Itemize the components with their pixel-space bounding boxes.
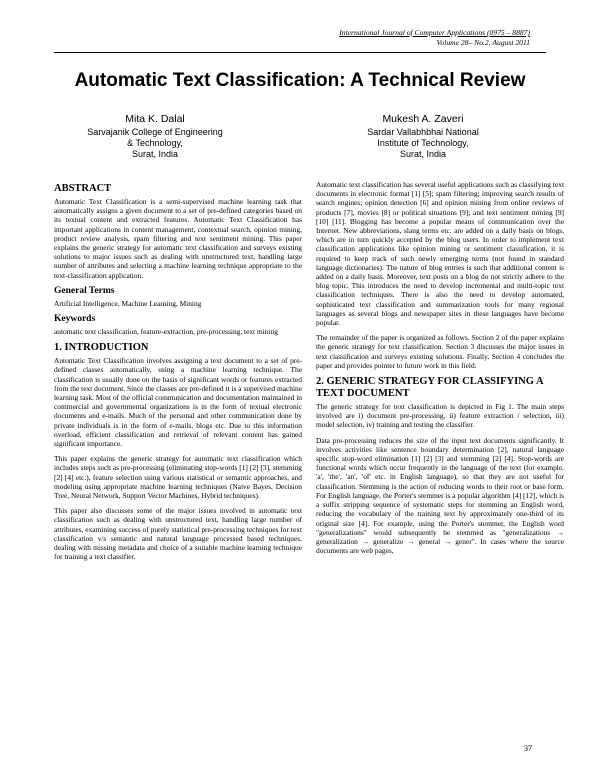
body-paragraph: Automatic text classification has several useful applications such as classifying text documents in electronic format [1] [5]; spam filtering; improving search results of search engines; opinion detection [6] and opinion mining from online reviews of products [7], movies [8] or political situations [9]; and text sentiment mining [9] [10] [11]. Blogging has become a popular means of communication over the Internet. New abbreviations, slang terms etc. are added on a daily basis on blogs, which are in turn quickly accepted by the blog users. In order to implement text classification applications like opinion mining or sentiment classification, it is required to keep track of such newly emerging terms (not found in standard language dictionaries). The nature of blog entries is such that additional content is added on a daily basis. Moreover, text posts on a blog do not strictly adhere to the blog topic. This introduces the need to develop incremental and multi-topic text classification techniques. There is also the need to develop automated, sophisticated text classification and summarization tools for many regional languages as several blogs and newspaper sites in these languages have become popular. (316, 180, 564, 328)
running-header (339, 28, 530, 48)
author-location: Surat, India (399, 149, 447, 159)
author-location: Surat, India (131, 149, 179, 159)
introduction-paragraph: Automatic Text Classification involves assigning a text document to a set of pre-defined classes automatically, using a machine learning technique. The classification is usually done on the basis of significant words or features extracted from the text document. Since the classes are pre-defined it is a supervised machine learning task. Most of the official communication and documentation maintained in commercial and governmental organizations is in the form of textual electronic documents and e-mails. Much of the personal and other communication done by private individuals is in the form of e-mails, blogs etc. Due to this information overload, efficient classification and retrieval of relevant content has gained significant importance. (54, 356, 302, 449)
author-affiliation: & Technology, (127, 138, 183, 148)
journal-name: International Journal of Computer Applications (0975 – 8887) (339, 28, 530, 37)
keywords-heading: Keywords (54, 314, 96, 325)
author-name: Mita K. Dalal (125, 113, 185, 125)
keywords-text: automatic text classification, feature-extraction, pre-processing, text mining (54, 327, 278, 337)
author-block-2 (318, 114, 528, 160)
author-name: Mukesh A. Zaveri (382, 113, 464, 125)
general-terms-heading: General Terms (54, 285, 115, 296)
introduction-heading: 1. INTRODUCTION (54, 342, 149, 354)
abstract-heading: ABSTRACT (54, 183, 112, 194)
body-paragraph: The remainder of the paper is organized as follows. Section 2 of the paper explains the generic strategy for text classification. Section 3 discusses the major issues in text classification and surveys existing solutions. Finally, Section 4 concludes the paper and provides pointer to future work in this field. (316, 333, 564, 370)
abstract-text: Automatic Text Classification is a semi-supervised machine learning task that automatically assigns a given document to a set of pre-defined categories based on its textual content and extracted features. Automatic Text Classification has important applications in content management, contextual search, opinion mining, product review analysis, spam filtering and text sentiment mining. This paper explains the generic strategy for automatic text classification and surveys existing solutions to major issues such as dealing with unstructured text, handling large number of attributes and selecting a machine learning technique appropriate to the text-classification application. (54, 197, 302, 280)
header-rule (54, 52, 546, 53)
body-paragraph: Data pre-processing reduces the size of the input text documents significantly. It involves activities like sentence boundary determination [2], natural language specific stop-word elimination [1] [2] [3] and stemming [2] [4]. Stop-words are functional words which occur frequently in the language of the text (for example, 'a', 'the', 'an', 'of' etc. in English language), so that they are not useful for classification. Stemming is the action of reducing words to their root or base form. For English language, the Porter's stemmer is a popular algorithm [4] [12], which is a suffix stripping sequence of systematic steps for stemming an English word, reducing the vocabulary of the training text by approximately one-third of its original size [4]. For example, using the Porter's stemmer, the English word "generalizations" would subsequently be stemmed as "generalizations → generalization → generalize → general → gener". In cases where the source documents are web pages, (316, 435, 564, 556)
paper-title: Automatic Text Classification: A Technical Review (74, 70, 526, 91)
section-2-heading: 2. GENERIC STRATEGY FOR CLASSIFYING A TEXT DOCUMENT (316, 376, 543, 400)
body-paragraph: The generic strategy for text classification is depicted in Fig 1. The main steps involved are i) document pre-processing, ii) feature extraction / selection, iii) model selection, iv) training and testing the classifier. (316, 402, 564, 430)
volume-info: Volume 28– No.2, August 2011 (436, 38, 530, 47)
author-affiliation: Sardar Vallabhbhai National (367, 127, 479, 137)
page-number: 37 (524, 744, 532, 753)
author-block-1 (50, 114, 260, 160)
right-column (316, 180, 564, 561)
left-column (54, 180, 302, 568)
introduction-paragraph: This paper also discusses some of the major issues involved in automatic text classification such as dealing with unstructured text, handling large number of attributes, examining success of purely statistical pre-processing techniques for text classification v/s semantic and natural language processed based techniques, dealing with missing metadata and choice of a suitable machine learning technique for training a text classifier. (54, 506, 302, 562)
general-terms-text: Artificial Intelligence, Machine Learning, Mining (54, 298, 202, 308)
introduction-paragraph: This paper explains the generic strategy for automatic text classification which includes steps such as pre-processing (eliminating stop-words [1] [2] [3], stemming [2] [4] etc.), feature selection using various statistical or semantic approaches, and modeling using appropriate machine learning techniques (Naive Bayes, Decision Tree, Neural Network, Support Vector Machines, Hybrid techniques). (54, 454, 302, 501)
author-affiliation: Institute of Technology, (377, 138, 469, 148)
author-affiliation: Sarvajanik College of Engineering (87, 127, 223, 137)
